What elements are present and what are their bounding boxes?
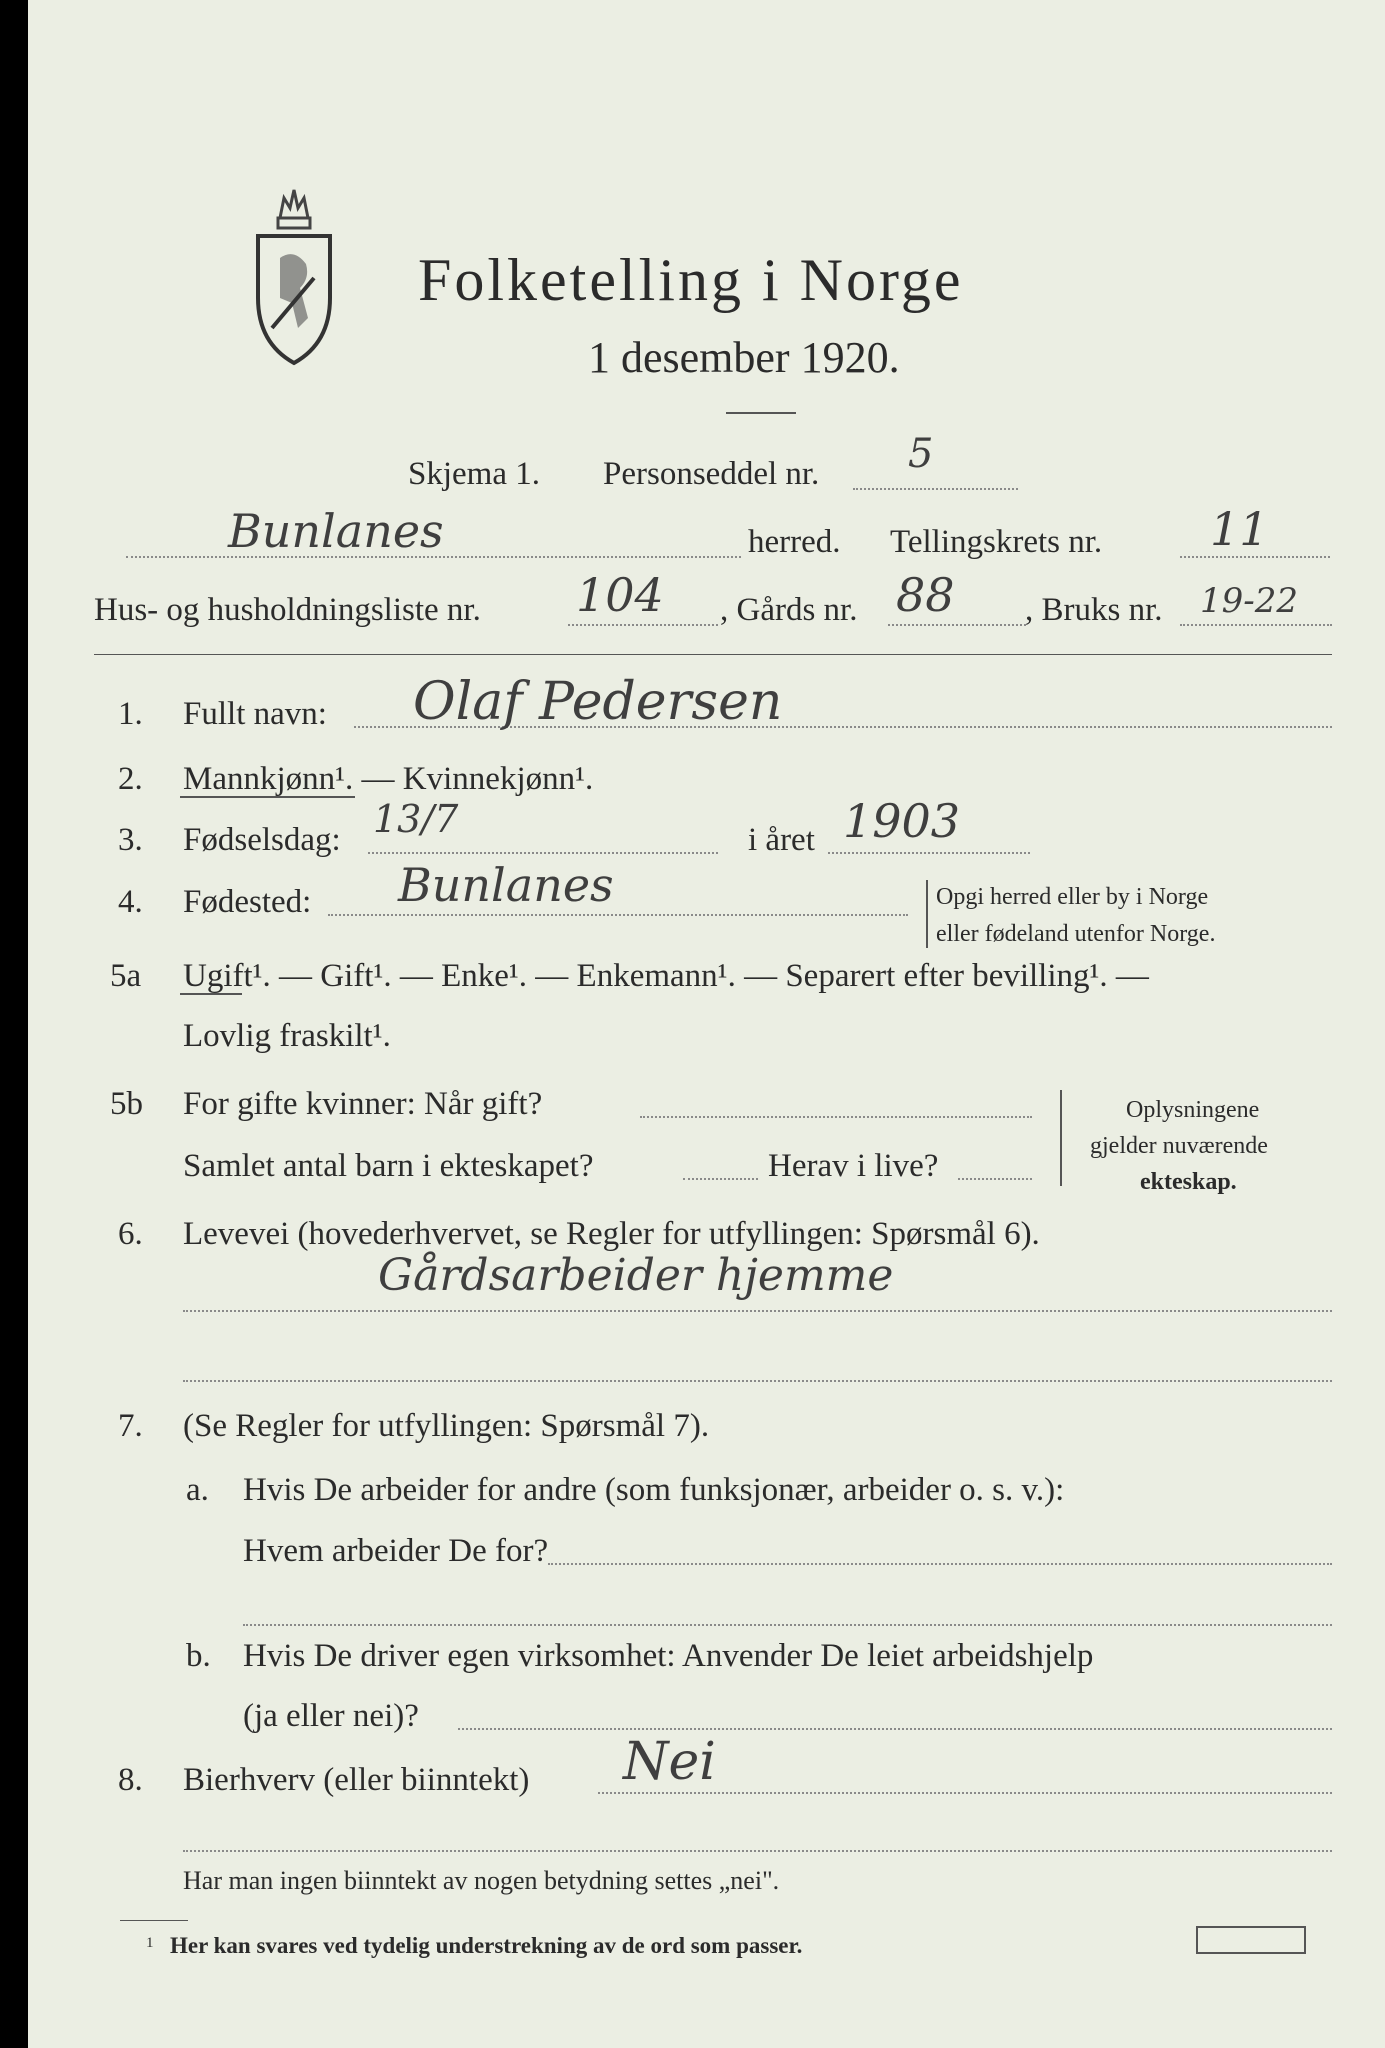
q7a-extra-line <box>243 1624 1332 1626</box>
personseddel-line <box>853 488 1018 490</box>
q5b-number: 5b <box>110 1086 143 1122</box>
q3-line <box>368 852 718 854</box>
q7b-number: b. <box>186 1638 211 1674</box>
bruks-label: , Bruks nr. <box>1025 592 1163 628</box>
q5b-note-line3: ekteskap. <box>1140 1169 1237 1195</box>
form-title: Folketelling i Norge <box>418 247 964 313</box>
q8-line <box>598 1792 1332 1794</box>
q7a-number: a. <box>186 1472 209 1508</box>
q6-value: Gårdsarbeider hjemme <box>378 1250 894 1301</box>
q1-number: 1. <box>118 696 143 732</box>
q5b-children-label: Samlet antal barn i ekteskapet? <box>183 1148 594 1184</box>
header-separator <box>94 654 1332 655</box>
tellingskrets-label: Tellingskrets nr. <box>890 524 1103 560</box>
q5b-label: For gifte kvinner: Når gift? <box>183 1086 543 1122</box>
q4-note-brace <box>926 880 928 948</box>
q3-year-label: i året <box>748 822 815 858</box>
q7b-answer-label: (ja eller nei)? <box>243 1698 419 1734</box>
footnote-mark: 1 <box>146 1935 154 1951</box>
q3-value: 13/7 <box>373 797 459 841</box>
tellingskrets-value: 11 <box>1210 502 1269 556</box>
printer-stamp <box>1196 1926 1306 1954</box>
census-form-page <box>28 0 1385 2048</box>
husliste-label: Hus- og husholdningsliste nr. <box>94 592 481 628</box>
q7b-label: Hvis De driver egen virksomhet: Anvender De leiet arbeidshjelp <box>243 1638 1094 1674</box>
husliste-value: 104 <box>576 568 664 622</box>
q1-label: Fullt navn: <box>183 696 327 732</box>
q5b-alive-line <box>958 1178 1032 1180</box>
q5a-number: 5a <box>110 958 142 994</box>
census-date: 1 desember 1920. <box>588 333 900 382</box>
q7a-label: Hvis De arbeider for andre (som funksjonær, arbeider o. s. v.): <box>243 1472 1065 1508</box>
q7a-employer-label: Hvem arbeider De for? <box>243 1533 549 1569</box>
husliste-line <box>568 624 718 626</box>
q7-label: (Se Regler for utfyllingen: Spørsmål 7). <box>183 1408 710 1444</box>
q3-year-value: 1903 <box>843 794 961 848</box>
q4-note-line1: Opgi herred eller by i Norge <box>936 884 1209 910</box>
q7b-answer-line <box>458 1728 1332 1730</box>
q4-note-line2: eller fødeland utenfor Norge. <box>936 921 1216 947</box>
personseddel-value: 5 <box>908 431 934 477</box>
bruks-line <box>1180 624 1332 626</box>
skjema-label: Skjema 1. <box>408 456 540 492</box>
q2-label: Mannkjønn¹. — Kvinnekjønn¹. <box>183 761 594 797</box>
q3-label: Fødselsdag: <box>183 822 341 858</box>
title-divider <box>726 412 796 414</box>
norwegian-coat-of-arms-icon <box>250 178 338 368</box>
q3-number: 3. <box>118 822 143 858</box>
footnote-divider <box>120 1920 188 1921</box>
q6-line1 <box>183 1310 1332 1312</box>
q8-label: Bierhverv (eller biinntekt) <box>183 1762 530 1798</box>
q6-line2 <box>183 1380 1332 1382</box>
q5b-alive-label: Herav i live? <box>768 1148 939 1184</box>
q7-number: 7. <box>118 1408 143 1444</box>
q5b-children-line <box>683 1178 758 1180</box>
q4-value: Bunlanes <box>398 858 614 912</box>
herred-value: Bunlanes <box>228 504 444 558</box>
q5b-note-line2: gjelder nuværende <box>1090 1133 1268 1159</box>
q7a-employer-line <box>548 1563 1332 1565</box>
q8-value: Nei <box>623 1732 716 1792</box>
q1-value: Olaf Pedersen <box>413 672 783 732</box>
q3-year-line <box>828 852 1030 854</box>
gards-value: 88 <box>896 568 955 622</box>
q5b-note-line1: Oplysningene <box>1126 1097 1260 1123</box>
q4-label: Fødested: <box>183 884 312 920</box>
q5b-note-brace <box>1060 1090 1062 1186</box>
q6-number: 6. <box>118 1216 143 1252</box>
gards-label: , Gårds nr. <box>720 592 858 628</box>
q5a-underline-ugift <box>180 993 242 995</box>
q2-underline-mannkjonn <box>180 796 355 798</box>
q6-label: Levevei (hovederhvervet, se Regler for utfyllingen: Spørsmål 6). <box>183 1216 1040 1252</box>
herred-label: herred. <box>748 524 841 560</box>
q8-number: 8. <box>118 1762 143 1798</box>
q4-line <box>328 914 908 916</box>
q4-number: 4. <box>118 884 143 920</box>
q5a-label-line2: Lovlig fraskilt¹. <box>183 1018 391 1054</box>
personseddel-label: Personseddel nr. <box>603 456 820 492</box>
q2-number: 2. <box>118 761 143 797</box>
footnote-text: Her kan svares ved tydelig understrekning av de ord som passer. <box>170 1933 803 1958</box>
q5a-label: Ugift¹. — Gift¹. — Enke¹. — Enkemann¹. — Separert efter bevilling¹. — <box>183 958 1149 994</box>
biinntekt-note: Har man ingen biinntekt av nogen betydning settes „nei". <box>183 1866 780 1895</box>
q5b-married-line <box>640 1116 1032 1118</box>
tellingskrets-line <box>1180 556 1330 558</box>
q8-extra-line <box>183 1850 1332 1852</box>
bruks-value: 19-22 <box>1200 581 1299 621</box>
gards-line <box>888 624 1026 626</box>
